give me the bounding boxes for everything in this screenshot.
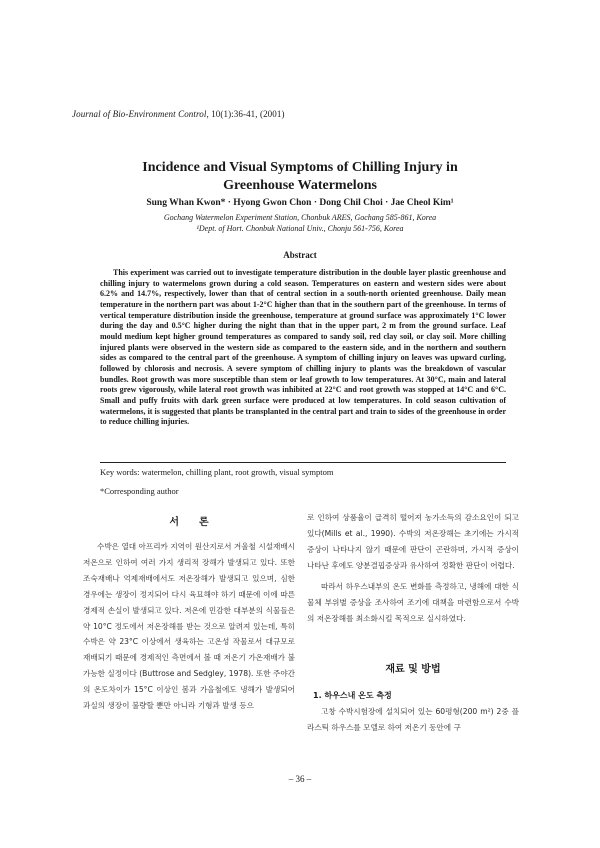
- methods-paragraph-1: 고창 수박시험장에 설치되어 있는 60평형(200 m²) 2중 플라스틱 하우스를 모델로 하여 저온기 동안에 구: [307, 707, 519, 732]
- journal-citation: [72, 109, 285, 119]
- introduction-paragraph-3: 따라서 하우스내부의 온도 변화를 측정하고, 냉해에 대한 식물체 부위별 증상을 조사하여 조기에 대책을 마련함으로서 수박의 저온장해를 최소화시킬 목적으로 실시하였다.: [307, 582, 519, 623]
- keywords-line: [100, 467, 334, 477]
- title-line-2: Greenhouse Watermelons: [223, 178, 377, 193]
- introduction-heading: 서 론: [169, 517, 209, 528]
- author-list: Sung Whan Kwon* · Hyong Gwon Chon · Dong Chil Choi · Jae Cheol Kim¹: [146, 198, 454, 208]
- affiliation-1: Gochang Watermelon Experiment Station, Chonbuk ARES, Gochang 585-861, Korea: [163, 213, 437, 222]
- paper-title: [60, 159, 540, 195]
- corresponding-author-note: *Corresponding author: [100, 486, 179, 496]
- journal-name: Journal of Bio-Environment Control,: [72, 109, 209, 119]
- page-number: – 36 –: [288, 774, 312, 784]
- introduction-paragraph-1: 수박은 열대 아프리카 지역이 원산지로서 겨울철 시설재배시 저온으로 인하여 여러 가지 생리적 장해가 발생되고 있다. 또한 조숙재배나 억제재배에서도 저온장해가 발생되고 있으며, 심한 경우에는 생장이 정지되어 다시 육묘해야 하기 때문에 이에 따른 경제적 손실이 발생되고 있다. 저온에 민감한 대부분의 식물들은 약 10°C 정도에서 저온장해를 받는 것으로 알려져 있는데, 특히 수박은 약 23°C 이상에서 생육하는 고온성 작물로서 대규모로 재배되기 때문에 경제적인 측면에서 볼 때 저온기 가온재배가 불가능한 실정이다 (Buttrose and Sedgley, 1978). 또한 주야간의 온도차이가 15°C 이상인 봄과 가을철에도 냉해가 발생되어 과실의 생장이 불량할 뿐만 아니라 기형과 발생 등으: [83, 542, 295, 711]
- methods-subheading-1: 1. 하우스내 온도 측정: [313, 691, 392, 700]
- introduction-paragraph-2: 로 인하여 상품율이 급격히 떨어져 농가소득의 감소요인이 되고 있다(Mills et al., 1990). 수박의 저온장해는 초기에는 가시적 증상이 나타나지 않기 때문에 판단이 곤란하며, 가시적 증상이 나타난 후에도 양분결핍증상과 유사하여 정확한 판단이 어렵다.: [307, 513, 519, 570]
- keywords-label: Key words:: [100, 467, 140, 477]
- keywords-text: watermelon, chilling plant, root growth, visual symptom: [141, 467, 334, 477]
- affiliation-2: ¹Dept. of Hort. Chonbuk National Univ., Chonju 561-756, Korea: [196, 224, 404, 233]
- abstract-heading: Abstract: [283, 250, 317, 260]
- journal-reference: 10(1):36-41, (2001): [211, 109, 285, 119]
- methods-heading: 재료 및 방법: [385, 664, 441, 675]
- abstract-text: This experiment was carried out to investigate temperature distribution in the double layer plastic greenhouse and chilling injury to watermelons grown during a cold season. Temperatures on eastern and western sides were about 6.2% and 14.7%, respectively, lower than that of central section in a south-north oriented greenhouse. Daily mean temperature in the northern part was about 1-2°C higher than that in the southern part of the greenhouse. In terms of vertical temperature distribution inside the greenhouse, temperature at ground surface was approximately 1°C lower during the day and 0.5°C higher during the night than that in the upper part, 2 m from the ground surface. Leaf mould medium kept higher ground temperatures as compared to sandy soil, red clay soil, or clay soil. More chilling injured plants were observed in the western side as compared to the eastern side, and in the northern and southern sides as compared to the central part of the greenhouse. A symptom of chilling injury on leaves was upward curling, followed by chlorosis and necrosis. A severe symptom of chilling injury to plants was the breakdown of vascular bundles. Root growth was more susceptible than stem or leaf growth to low temperatures. At 30°C, main and lateral roots grew vigorously, while lateral root growth was inhibited at 22°C and root growth was stopped at 14°C and 6°C. Small and puffy fruits with dark green surface were produced at low temperatures. In cold season cultivation of watermelons, it is suggested that plants be transplanted in the central part and train to sides of the greenhouse in order to reduce chilling injuries.: [100, 268, 506, 427]
- title-line-1: Incidence and Visual Symptoms of Chilling Injury in: [142, 160, 458, 175]
- keywords-divider: [100, 462, 506, 463]
